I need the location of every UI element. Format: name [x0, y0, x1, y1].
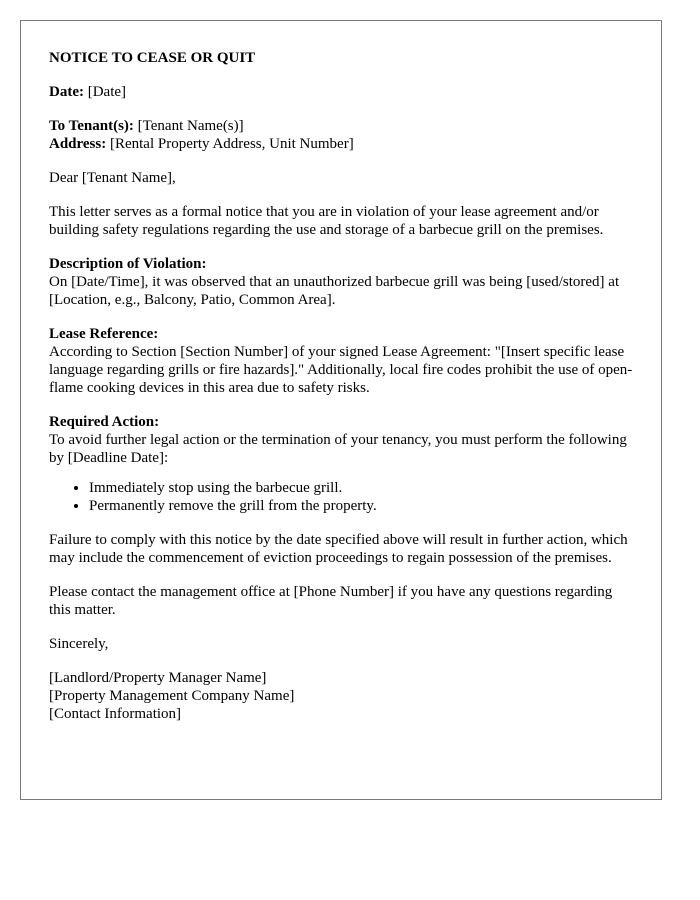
- address-label: Address:: [49, 136, 107, 152]
- action-item: • Immediately stop using the barbecue grill.: [89, 479, 633, 497]
- violation-heading: Description of Violation:: [49, 256, 207, 272]
- action-item: • Permanently remove the grill from the property.: [89, 497, 633, 515]
- date-line: [49, 83, 633, 101]
- signature-block: [49, 669, 633, 723]
- date-value: [Date]: [87, 84, 127, 100]
- signature-info: [Contact Information]: [49, 706, 182, 722]
- contact-paragraph: Please contact the management office at [Phone Number] if you have any questions regarding this matter.: [49, 584, 613, 618]
- tenant-label: To Tenant(s):: [49, 118, 134, 134]
- signature-company: [Property Management Company Name]: [49, 688, 295, 704]
- salutation: Dear [Tenant Name],: [49, 170, 176, 186]
- notice-letter: [20, 20, 662, 800]
- signature-name: [Landlord/Property Manager Name]: [49, 670, 267, 686]
- recipient-block: [49, 117, 633, 153]
- action-section: [49, 413, 633, 467]
- action-list: [49, 479, 633, 515]
- closing: Sincerely,: [49, 636, 109, 652]
- action-body: To avoid further legal action or the termination of your tenancy, you must perform the following by [Deadline Date]:: [49, 432, 627, 466]
- intro-paragraph: This letter serves as a formal notice that you are in violation of your lease agreement and/or building safety regulations regarding the use and storage of a barbecue grill on the premises.: [49, 204, 604, 238]
- failure-paragraph: Failure to comply with this notice by the date specified above will result in further action, which may include the commencement of eviction proceedings to regain possession of the premises.: [49, 532, 628, 566]
- action-heading: Required Action:: [49, 414, 160, 430]
- violation-body: On [Date/Time], it was observed that an unauthorized barbecue grill was being [used/stored] at [Location, e.g., Balcony, Patio, Common Area].: [49, 274, 620, 308]
- notice-title: NOTICE TO CEASE OR QUIT: [49, 50, 256, 66]
- tenant-value: [Tenant Name(s)]: [137, 118, 244, 134]
- date-label: Date:: [49, 84, 84, 100]
- lease-body: According to Section [Section Number] of your signed Lease Agreement: "[Insert specific lease language regarding grills or fire hazards]." Additionally, local fire codes prohibit the use of open-flame cooking devices in this area due to safety risks.: [49, 344, 633, 396]
- lease-section: [49, 325, 633, 397]
- violation-section: [49, 255, 633, 309]
- lease-heading: Lease Reference:: [49, 326, 159, 342]
- address-value: [Rental Property Address, Unit Number]: [109, 136, 354, 152]
